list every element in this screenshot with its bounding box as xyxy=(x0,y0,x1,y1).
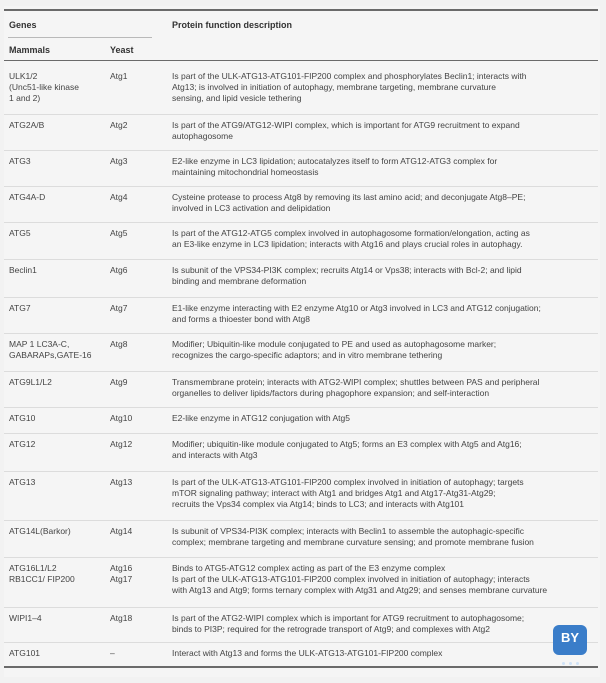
top-rule xyxy=(4,9,598,11)
row-divider xyxy=(4,520,598,521)
yeast-gene-cell xyxy=(110,339,166,350)
row-divider xyxy=(4,407,598,408)
header-rule xyxy=(4,60,598,61)
description-cell xyxy=(172,265,596,287)
description-cell xyxy=(172,563,596,596)
mammal-gene-cell-line: MAP 1 LC3A-C, xyxy=(9,339,70,349)
mammals-header: Mammals xyxy=(9,45,51,55)
description-cell xyxy=(172,526,596,548)
mammal-gene-cell-line: ATG9L1/L2 xyxy=(9,377,52,387)
mammal-gene-cell-line: ATG13 xyxy=(9,477,36,487)
mammal-gene-cell xyxy=(9,228,109,239)
yeast-gene-cell-line: Atg18 xyxy=(110,613,133,623)
yeast-gene-cell-line: Atg14 xyxy=(110,526,133,536)
yeast-gene-cell-line: – xyxy=(110,648,115,658)
yeast-gene-cell xyxy=(110,526,166,537)
description-cell-line: organelles to deliver lipids/factors during phagophore expansion; and self-interaction xyxy=(172,388,490,398)
row-divider xyxy=(4,557,598,558)
cc-by-badge[interactable] xyxy=(553,625,587,655)
yeast-gene-cell-line: Atg7 xyxy=(110,303,128,313)
description-cell-line: sensing, and lipid vesicle tethering xyxy=(172,93,302,103)
description-cell-line: Modifier; ubiquitin-like module conjugated to Atg5; forms an E3 complex with Atg5 and Atg16; xyxy=(172,439,522,449)
mammal-gene-cell xyxy=(9,563,109,585)
yeast-gene-cell-line: Atg1 xyxy=(110,71,128,81)
description-cell-line: E1-like enzyme interacting with E2 enzyme Atg10 or Atg3 involved in LC3 and ATG12 conjugation; xyxy=(172,303,541,313)
mammal-gene-cell-line: ATG10 xyxy=(9,413,36,423)
mammal-gene-cell xyxy=(9,377,109,388)
mammal-gene-cell-line: ATG14L(Barkor) xyxy=(9,526,71,536)
description-cell xyxy=(172,228,596,250)
mammal-gene-cell-line: ATG101 xyxy=(9,648,41,658)
yeast-gene-cell xyxy=(110,439,166,450)
mammal-gene-cell-line: (Unc51-like kinase xyxy=(9,82,79,92)
mammal-gene-cell-line: 1 and 2) xyxy=(9,93,41,103)
yeast-gene-cell-line: Atg3 xyxy=(110,156,128,166)
row-divider xyxy=(4,150,598,151)
yeast-gene-cell-line: Atg4 xyxy=(110,192,128,202)
yeast-gene-cell xyxy=(110,377,166,388)
description-cell-line: Transmembrane protein; interacts with ATG2-WIPI complex; shuttles between PAS and peripheral xyxy=(172,377,540,387)
mammal-gene-cell xyxy=(9,613,109,624)
mammal-gene-cell xyxy=(9,156,109,167)
row-divider xyxy=(4,607,598,608)
yeast-gene-cell-line: Atg16 xyxy=(110,563,133,573)
yeast-gene-cell xyxy=(110,613,166,624)
row-divider xyxy=(4,186,598,187)
yeast-gene-cell-line: Atg17 xyxy=(110,574,133,584)
description-cell xyxy=(172,192,596,214)
description-cell-line: Interact with Atg13 and forms the ULK-ATG13-ATG101-FIP200 complex xyxy=(172,648,443,658)
description-cell-line: Atg13; is involved in initiation of autophagy, membrane targeting, membrane curvature xyxy=(172,82,496,92)
mammal-gene-cell xyxy=(9,120,109,131)
yeast-gene-cell xyxy=(110,71,166,82)
yeast-gene-cell-line: Atg13 xyxy=(110,477,133,487)
mammal-gene-cell xyxy=(9,413,109,424)
mammal-gene-cell xyxy=(9,648,109,659)
description-cell xyxy=(172,613,596,635)
description-cell xyxy=(172,413,596,424)
yeast-gene-cell-line: Atg5 xyxy=(110,228,128,238)
mammal-gene-cell-line: ULK1/2 xyxy=(9,71,38,81)
mammal-gene-cell-line: ATG12 xyxy=(9,439,36,449)
badge-dots xyxy=(557,648,583,652)
description-cell-line: binding and membrane deformation xyxy=(172,276,307,286)
description-cell-line: Is part of the ULK-ATG13-ATG101-FIP200 complex and phosphorylates Beclin1; interacts with xyxy=(172,71,527,81)
mammal-gene-cell-line: ATG2A/B xyxy=(9,120,45,130)
description-cell-line: binds to PI3P; required for the retrograde transport of Atg9; and complexes with Atg2 xyxy=(172,624,490,634)
row-divider xyxy=(4,433,598,434)
description-cell-line: Modifier; Ubiquitin-like module conjugated to PE and used as autophagosome marker; xyxy=(172,339,497,349)
description-cell xyxy=(172,377,596,399)
description-cell xyxy=(172,339,596,361)
mammal-gene-cell xyxy=(9,303,109,314)
description-cell-line: E2-like enzyme in ATG12 conjugation with Atg5 xyxy=(172,413,350,423)
description-cell-line: Binds to ATG5-ATG12 complex acting as part of the E3 enzyme complex xyxy=(172,563,446,573)
description-cell-line: Is part of the ATG9/ATG12-WIPI complex, which is important for ATG9 recruitment to expand xyxy=(172,120,520,130)
mammal-gene-cell-line: Beclin1 xyxy=(9,265,37,275)
description-cell-line: and interacts with Atg3 xyxy=(172,450,258,460)
description-cell-line: maintaining mitochondrial homeostasis xyxy=(172,167,319,177)
mammal-gene-cell xyxy=(9,265,109,276)
mammal-gene-cell-line: ATG16L1/L2 xyxy=(9,563,57,573)
description-cell-line: mTOR signaling pathway; interact with Atg1 and bridges Atg1 and Atg17-Atg31-Atg29; xyxy=(172,488,496,498)
yeast-gene-cell-line: Atg6 xyxy=(110,265,128,275)
yeast-gene-cell xyxy=(110,265,166,276)
mammal-gene-cell xyxy=(9,339,109,361)
description-cell-line: Is part of the ULK-ATG13-ATG101-FIP200 complex involved in initiation of autophagy; interacts xyxy=(172,574,530,584)
description-cell xyxy=(172,477,596,510)
description-cell xyxy=(172,120,596,142)
description-cell-line: with Atg13 and Atg9; forms ternary complex with Atg31 and Atg29; and senses membrane curvature xyxy=(172,585,548,595)
description-cell-line: and forms a thioester bond with Atg8 xyxy=(172,314,310,324)
yeast-gene-cell-line: Atg12 xyxy=(110,439,133,449)
mammal-gene-cell xyxy=(9,526,109,537)
row-divider xyxy=(4,297,598,298)
mammal-gene-cell xyxy=(9,477,109,488)
row-divider xyxy=(4,371,598,372)
mammal-gene-cell-line: WIPI1–4 xyxy=(9,613,42,623)
genes-subrule xyxy=(8,37,152,38)
yeast-header: Yeast xyxy=(110,45,134,55)
yeast-gene-cell xyxy=(110,303,166,314)
mammal-gene-cell-line: RB1CC1/ FIP200 xyxy=(9,574,75,584)
description-cell-line: Is part of the ATG2-WIPI complex which is important for ATG9 recruitment to autophagosome; xyxy=(172,613,525,623)
yeast-gene-cell-line: Atg9 xyxy=(110,377,128,387)
description-cell-line: E2-like enzyme in LC3 lipidation; autocatalyzes itself to form ATG12-ATG3 complex for xyxy=(172,156,498,166)
yeast-gene-cell xyxy=(110,563,166,585)
yeast-gene-cell xyxy=(110,156,166,167)
yeast-gene-cell-line: Atg8 xyxy=(110,339,128,349)
description-cell-line: complex; membrane targeting and membrane curvature sensing; and promote membrane fusion xyxy=(172,537,534,547)
description-cell-line: Is part of the ULK-ATG13-ATG101-FIP200 complex involved in initiation of autophagy; targets xyxy=(172,477,524,487)
description-cell-line: Is subunit of VPS34-PI3K complex; interacts with Beclin1 to assemble the autophagic-specific xyxy=(172,526,524,536)
mammal-gene-cell-line: ATG3 xyxy=(9,156,31,166)
mammal-gene-cell-line: ATG4A-D xyxy=(9,192,46,202)
description-cell xyxy=(172,71,596,104)
yeast-gene-cell-line: Atg2 xyxy=(110,120,128,130)
description-cell-line: Is part of the ATG12-ATG5 complex involved in autophagosome formation/elongation, acting as xyxy=(172,228,530,238)
description-cell-line: an E3-like enzyme in LC3 lipidation; interacts with Atg16 and plays crucial roles in autophagy. xyxy=(172,239,523,249)
row-divider xyxy=(4,222,598,223)
yeast-gene-cell xyxy=(110,228,166,239)
description-cell-line: recognizes the cargo-specific adaptors; and in vitro membrane tethering xyxy=(172,350,443,360)
yeast-gene-cell xyxy=(110,477,166,488)
yeast-gene-cell xyxy=(110,120,166,131)
yeast-gene-cell xyxy=(110,648,166,659)
mammal-gene-cell-line: ATG7 xyxy=(9,303,31,313)
bottom-rule xyxy=(4,666,598,668)
row-divider xyxy=(4,114,598,115)
yeast-gene-cell xyxy=(110,192,166,203)
description-cell xyxy=(172,439,596,461)
description-cell-line: Is subunit of the VPS34-PI3K complex; recruits Atg14 or Vps38; interacts with Bcl-2; and lipid xyxy=(172,265,522,275)
description-cell xyxy=(172,156,596,178)
row-divider xyxy=(4,471,598,472)
mammal-gene-cell-line: ATG5 xyxy=(9,228,31,238)
mammal-gene-cell xyxy=(9,192,109,203)
description-cell-line: recruits the Vps34 complex via Atg14; binds to LC3; and interacts with Atg101 xyxy=(172,499,465,509)
mammal-gene-cell-line: GABARAPs,GATE-16 xyxy=(9,350,92,360)
yeast-gene-cell xyxy=(110,413,166,424)
description-header: Protein function description xyxy=(172,20,293,30)
description-cell xyxy=(172,648,596,659)
description-cell-line: Cysteine protease to process Atg8 by removing its last amino acid; and deconjugate Atg8–PE; xyxy=(172,192,526,202)
row-divider xyxy=(4,259,598,260)
yeast-gene-cell-line: Atg10 xyxy=(110,413,133,423)
row-divider xyxy=(4,642,598,643)
genes-header: Genes xyxy=(9,20,37,30)
description-cell-line: autophagosome xyxy=(172,131,233,141)
mammal-gene-cell xyxy=(9,439,109,450)
description-cell-line: involved in LC3 activation and delipidation xyxy=(172,203,331,213)
mammal-gene-cell xyxy=(9,71,109,104)
description-cell xyxy=(172,303,596,325)
cc-by-icon: BY xyxy=(560,630,580,645)
row-divider xyxy=(4,333,598,334)
